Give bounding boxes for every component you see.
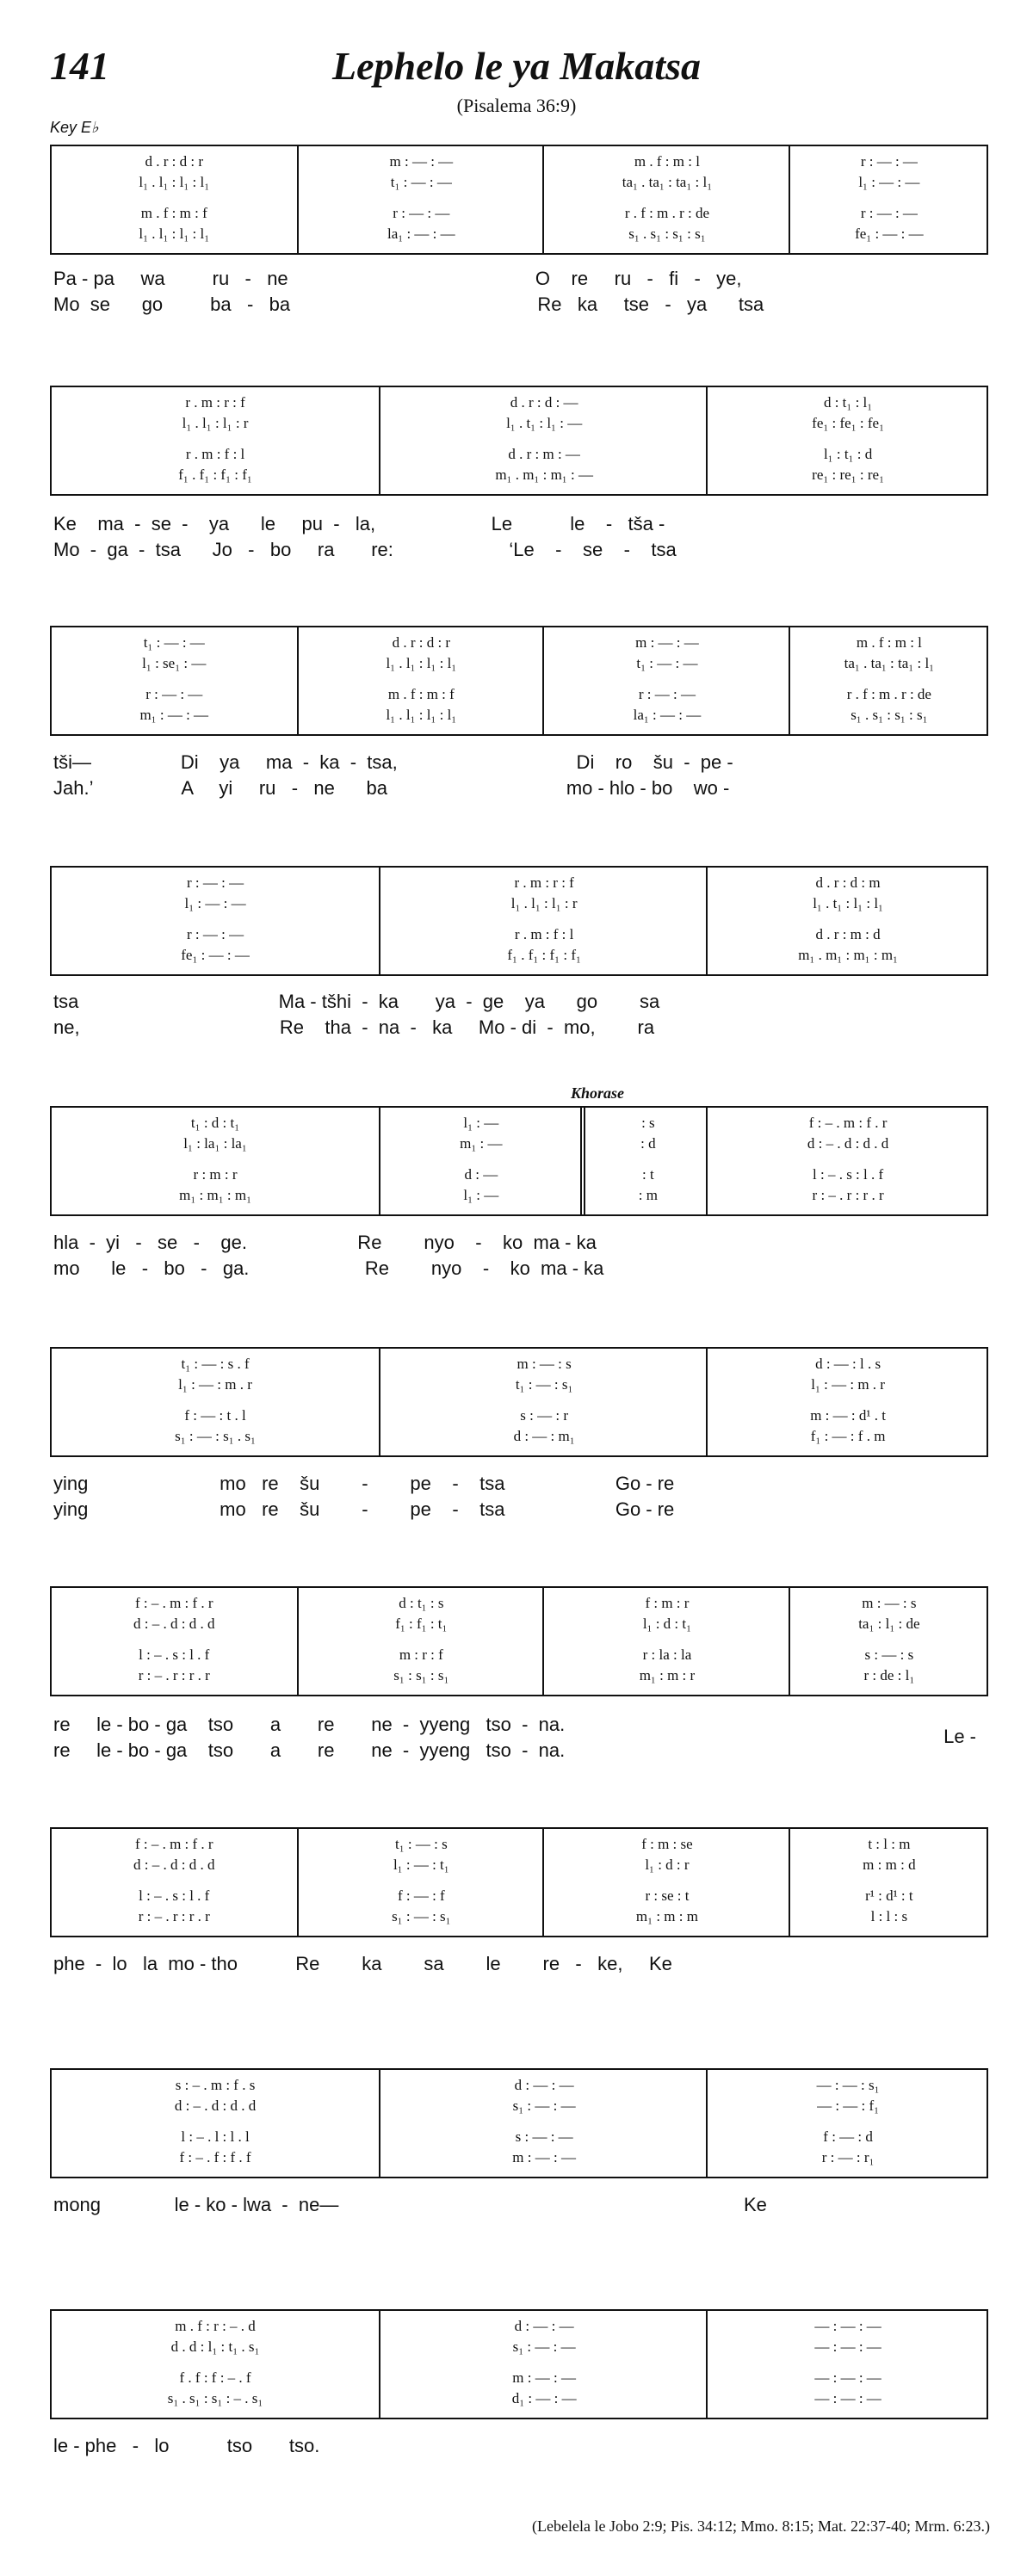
note-row: l₁ : t₁ : d — [823, 446, 873, 462]
note-row: l₁ : — : t₁ — [393, 1856, 449, 1873]
note-row: r : — : — — [393, 205, 450, 221]
note-row: — : — : — — [814, 2338, 881, 2355]
measure — [789, 1829, 988, 1936]
music-system — [50, 1586, 988, 1696]
note-row: f : m : se — [641, 1836, 693, 1852]
lyric-line: ne, Re tha - na - ka Mo - di - mo, ra — [53, 1016, 655, 1038]
note-row: l₁ : — : m . r — [811, 1376, 885, 1393]
measure — [297, 1829, 545, 1936]
note-row: r : — : — — [186, 926, 244, 942]
note-row: la₁ : — : — — [387, 225, 455, 242]
note-row: r : — : — — [186, 874, 244, 891]
hymn-subtitle: (Pisalema 36:9) — [456, 95, 577, 116]
measure — [297, 1588, 545, 1695]
note-row: m₁ . m₁ : m₁ : m₁ — [798, 947, 898, 963]
note-row: d₁ : — : — — [511, 2390, 577, 2406]
note-row: l₁ : se₁ : — — [142, 655, 207, 671]
note-row: l₁ : — : m . r — [178, 1376, 252, 1393]
measure — [789, 1588, 988, 1695]
note-row: l₁ : — : — — [184, 895, 246, 911]
measure — [52, 2070, 379, 2177]
note-row: s₁ : — : — — [512, 2338, 576, 2355]
note-row: r : — : — — [860, 153, 918, 170]
note-row: d : — — [464, 1166, 498, 1183]
note-row: f : – . f : f . f — [179, 2149, 251, 2165]
note-row: r¹ : d¹ : t — [865, 1887, 913, 1904]
note-row: l₁ . l₁ : l₁ : l₁ — [386, 707, 457, 723]
music-system — [50, 2068, 988, 2178]
note-row: m . f : m : f — [387, 686, 455, 702]
note-row: d : — : — — [514, 2318, 574, 2334]
note-row: t : l : m — [868, 1836, 911, 1852]
measure — [52, 1108, 379, 1214]
measure — [379, 2311, 708, 2418]
lyric-line: ying mo re šu - pe - tsa Go - re — [53, 1473, 675, 1494]
note-row: s₁ : — : s₁ . s₁ — [175, 1428, 256, 1444]
note-row: m . f : r : – . d — [175, 2318, 256, 2334]
note-row: r : — : — — [638, 686, 696, 702]
note-row: m : — : s — [862, 1595, 917, 1611]
note-row: l : – . s : l . f — [813, 1166, 884, 1183]
note-row: r . m : r : f — [514, 874, 574, 891]
note-row: m₁ : m₁ : m₁ — [179, 1187, 251, 1203]
note-row: — : — : — — [814, 2369, 881, 2386]
note-row: — : — : — — [814, 2390, 881, 2406]
note-row: r : — : — — [145, 686, 203, 702]
music-system — [50, 386, 988, 496]
measure — [706, 387, 988, 494]
note-row: : s — [641, 1115, 655, 1131]
note-row: f : – . m : f . r — [134, 1836, 213, 1852]
lyric-line: hla - yi - se - ge. Re nyo - ko ma - ka — [53, 1232, 597, 1253]
measure — [297, 146, 545, 253]
note-row: d . d : l₁ : t₁ . s₁ — [170, 2338, 260, 2355]
note-row: r . m : f : l — [514, 926, 574, 942]
lyric-line: re le - bo - ga tso a re ne - yyeng tso - na. — [53, 1714, 566, 1735]
note-row: m : — : d¹ . t — [810, 1407, 886, 1424]
note-row: — : — : f₁ — [817, 2097, 880, 2114]
note-row: f . f : f : – . f — [179, 2369, 251, 2386]
lyric-line: mong le - ko - lwa - ne— Ke — [53, 2194, 767, 2215]
note-row: l : – . s : l . f — [139, 1887, 210, 1904]
note-row: ta₁ . ta₁ : ta₁ : l₁ — [844, 655, 935, 671]
measure — [379, 1108, 581, 1214]
note-row: l₁ . l₁ : l₁ : l₁ — [139, 225, 210, 242]
note-row: d . r : d : m — [815, 874, 881, 891]
note-row: r : — : — — [860, 205, 918, 221]
note-row: f : — : f — [397, 1887, 445, 1904]
note-row: l : l : s — [870, 1908, 908, 1924]
key-label: Key E♭ — [50, 119, 99, 136]
note-row: s : – . m : f . s — [175, 2077, 256, 2093]
note-row: m₁ : m : m — [635, 1908, 698, 1924]
note-row: l₁ . t₁ : l₁ : — — [506, 415, 583, 431]
note-row: r : m : r — [193, 1166, 238, 1183]
note-row: d . r : d : — — [510, 394, 578, 411]
note-row: la₁ : — : — — [633, 707, 702, 723]
note-row: m : m : d — [863, 1856, 916, 1873]
note-row: s₁ . s₁ : s₁ : s₁ — [851, 707, 928, 723]
note-row: r : – . r : r . r — [812, 1187, 884, 1203]
lyric-line: tši— Di ya ma - ka - tsa, Di ro šu - pe - — [53, 751, 733, 773]
note-row: r : – . r : r . r — [138, 1667, 210, 1683]
note-row: r . f : m . r : de — [624, 205, 710, 221]
note-row: : t — [642, 1166, 654, 1183]
note-row: r . f : m . r : de — [846, 686, 931, 702]
note-row: l₁ . t₁ : l₁ : l₁ — [813, 895, 883, 911]
note-row: d : – . d : d . d — [807, 1135, 889, 1152]
measure — [706, 2311, 988, 2418]
note-row: — : — : — — [814, 2318, 881, 2334]
measure — [706, 868, 988, 974]
lyric-line: tsa Ma - tšhi - ka ya - ge ya go sa — [53, 991, 660, 1012]
lyric-line: phe - lo la mo - tho Re ka sa le re - ke, Ke — [53, 1953, 672, 1974]
lyric-line: Ke ma - se - ya le pu - la, Le le - tša - — [53, 513, 665, 534]
hymn-title: Lephelo le ya Makatsa — [332, 44, 701, 88]
note-row: s₁ : — : — — [512, 2097, 576, 2114]
note-row: r . m : f : l — [185, 446, 245, 462]
measure — [789, 146, 988, 253]
note-row: : m — [638, 1187, 658, 1203]
measure — [52, 387, 379, 494]
note-row: f₁ : f₁ : t₁ — [395, 1615, 448, 1632]
note-row: d : t₁ : s — [399, 1595, 444, 1611]
note-row: m : — : s — [516, 1356, 572, 1372]
note-row: d : – . d : d . d — [133, 1615, 215, 1632]
note-row: s₁ . s₁ : s₁ : – . s₁ — [167, 2390, 263, 2406]
note-row: l₁ : — : — — [858, 174, 920, 190]
lyric-line: le - phe - lo tso tso. — [53, 2435, 320, 2456]
note-row: t₁ : — : s — [394, 1836, 448, 1852]
note-row: s : — : s — [864, 1646, 914, 1663]
note-row: m . f : m : l — [856, 634, 922, 651]
note-row: f₁ . f₁ : f₁ : f₁ — [507, 947, 581, 963]
note-row: l₁ . l₁ : l₁ : r — [182, 415, 249, 431]
measure — [52, 1588, 297, 1695]
note-row: l : – . s : l . f — [139, 1646, 210, 1663]
measure — [52, 868, 379, 974]
note-row: t₁ : — : — — [143, 634, 205, 651]
note-row: m : — : — — [512, 2149, 576, 2165]
note-row: d . r : m : — — [508, 446, 580, 462]
note-row: l₁ . l₁ : l₁ : l₁ — [386, 655, 457, 671]
note-row: d : — : — — [514, 2077, 574, 2093]
note-row: d . r : m : d — [815, 926, 881, 942]
note-row: m . f : m : l — [634, 153, 700, 170]
hymn-number: 141 — [50, 44, 109, 88]
note-row: m . f : m : f — [140, 205, 207, 221]
music-system — [50, 145, 988, 255]
measure — [379, 1349, 708, 1455]
note-row: d : – . d : d . d — [174, 2097, 257, 2114]
music-system — [50, 626, 988, 736]
note-row: m : r : f — [399, 1646, 443, 1663]
note-row: l₁ : d : r — [645, 1856, 690, 1873]
note-row: ta₁ : l₁ : de — [858, 1615, 920, 1632]
measure — [379, 387, 708, 494]
lyric-line: Mo - ga - tsa Jo - bo ra re: ‘Le - se - tsa — [53, 539, 677, 560]
measure — [52, 1829, 297, 1936]
measure — [542, 146, 790, 253]
note-row: s : — : — — [515, 2128, 573, 2145]
note-row: f₁ . f₁ : f₁ : f₁ — [178, 466, 252, 483]
measure — [297, 627, 545, 734]
measure — [542, 1588, 790, 1695]
note-row: t₁ : — : — — [390, 174, 452, 190]
lyric-continuation: Le - — [943, 1726, 976, 1747]
note-row: — : — : s₁ — [816, 2077, 880, 2093]
note-row: r : — : r₁ — [821, 2149, 875, 2165]
music-system — [50, 2309, 988, 2419]
measure — [580, 1108, 712, 1214]
note-row: s : — : r — [520, 1407, 568, 1424]
note-row: t₁ : — : — — [636, 655, 698, 671]
measure — [52, 627, 297, 734]
note-row: fe₁ : fe₁ : fe₁ — [812, 415, 885, 431]
note-row: : d — [640, 1135, 656, 1152]
music-system — [50, 1106, 988, 1216]
note-row: d : — : l . s — [815, 1356, 881, 1372]
note-row: l₁ : d : t₁ — [642, 1615, 692, 1632]
lyric-line: mo le - bo - ga. Re nyo - ko ma - ka — [53, 1257, 604, 1279]
measure — [52, 1349, 379, 1455]
note-row: s₁ . s₁ : s₁ : s₁ — [628, 225, 706, 242]
note-row: f : — : d — [823, 2128, 873, 2145]
note-row: fe₁ : — : — — [181, 947, 250, 963]
note-row: m : — : — — [389, 153, 454, 170]
music-system — [50, 1347, 988, 1457]
footnote: (Lebelela le Jobo 2:9; Pis. 34:12; Mmo. 8:15; Mat. 22:37-40; Mrm. 6:23.) — [532, 2517, 990, 2535]
note-row: m : — : — — [512, 2369, 576, 2386]
measure — [542, 1829, 790, 1936]
lyric-line: Pa - pa wa ru - ne O re ru - fi - ye, — [53, 268, 742, 289]
note-row: r : se : t — [645, 1887, 690, 1904]
measure — [706, 2070, 988, 2177]
note-row: r . m : r : f — [185, 394, 245, 411]
note-row: s₁ : — : s₁ — [392, 1908, 451, 1924]
note-row: l₁ . l₁ : l₁ : r — [510, 895, 578, 911]
lyric-line: ying mo re šu - pe - tsa Go - re — [53, 1498, 675, 1520]
music-system — [50, 1827, 988, 1937]
note-row: d : — : m₁ — [513, 1428, 575, 1444]
note-row: t₁ : — : s . f — [181, 1356, 250, 1372]
measure — [52, 2311, 379, 2418]
measure — [706, 1349, 988, 1455]
note-row: ta₁ . ta₁ : ta₁ : l₁ — [622, 174, 713, 190]
note-row: l : – . l : l . l — [181, 2128, 250, 2145]
note-row: r : la : la — [642, 1646, 692, 1663]
measure — [379, 2070, 708, 2177]
note-row: d . r : d : r — [392, 634, 451, 651]
chorus-label: Khorase — [570, 1084, 624, 1102]
note-row: s₁ : s₁ : s₁ — [393, 1667, 449, 1683]
note-row: m₁ : — : — — [139, 707, 209, 723]
note-row: l₁ : — — [463, 1115, 499, 1131]
note-row: m₁ : — — [460, 1135, 503, 1152]
note-row: f₁ : — : f . m — [810, 1428, 886, 1444]
measure — [542, 627, 790, 734]
note-row: m : — : — — [635, 634, 699, 651]
note-row: d . r : d : r — [145, 153, 204, 170]
note-row: f : – . m : f . r — [808, 1115, 888, 1131]
measure — [52, 146, 297, 253]
note-row: re₁ : re₁ : re₁ — [812, 466, 885, 483]
measure — [379, 868, 708, 974]
note-row: t₁ : d : t₁ — [190, 1115, 240, 1131]
note-row: d : t₁ : l₁ — [823, 394, 873, 411]
note-row: l₁ : la₁ : la₁ — [183, 1135, 247, 1152]
note-row: r : de : l₁ — [863, 1667, 915, 1683]
lyric-line: Mo se go ba - ba Re ka tse - ya tsa — [53, 293, 764, 315]
lyric-line: re le - bo - ga tso a re ne - yyeng tso - na. — [53, 1739, 566, 1761]
note-row: l₁ . l₁ : l₁ : l₁ — [139, 174, 210, 190]
music-system — [50, 866, 988, 976]
note-row: l₁ : — — [463, 1187, 499, 1203]
lyric-line: Jah.’ A yi ru - ne ba mo - hlo - bo wo - — [53, 777, 730, 799]
note-row: m₁ . m₁ : m₁ : — — [495, 466, 593, 483]
note-row: f : m : r — [645, 1595, 690, 1611]
note-row: d : – . d : d . d — [133, 1856, 215, 1873]
note-row: f : — : t . l — [184, 1407, 246, 1424]
note-row: t₁ : — : s₁ — [515, 1376, 573, 1393]
note-row: fe₁ : — : — — [855, 225, 924, 242]
note-row: r : – . r : r . r — [138, 1908, 210, 1924]
measure — [789, 627, 988, 734]
note-row: m₁ : m : r — [639, 1667, 696, 1683]
note-row: f : – . m : f . r — [134, 1595, 213, 1611]
measure — [706, 1108, 988, 1214]
